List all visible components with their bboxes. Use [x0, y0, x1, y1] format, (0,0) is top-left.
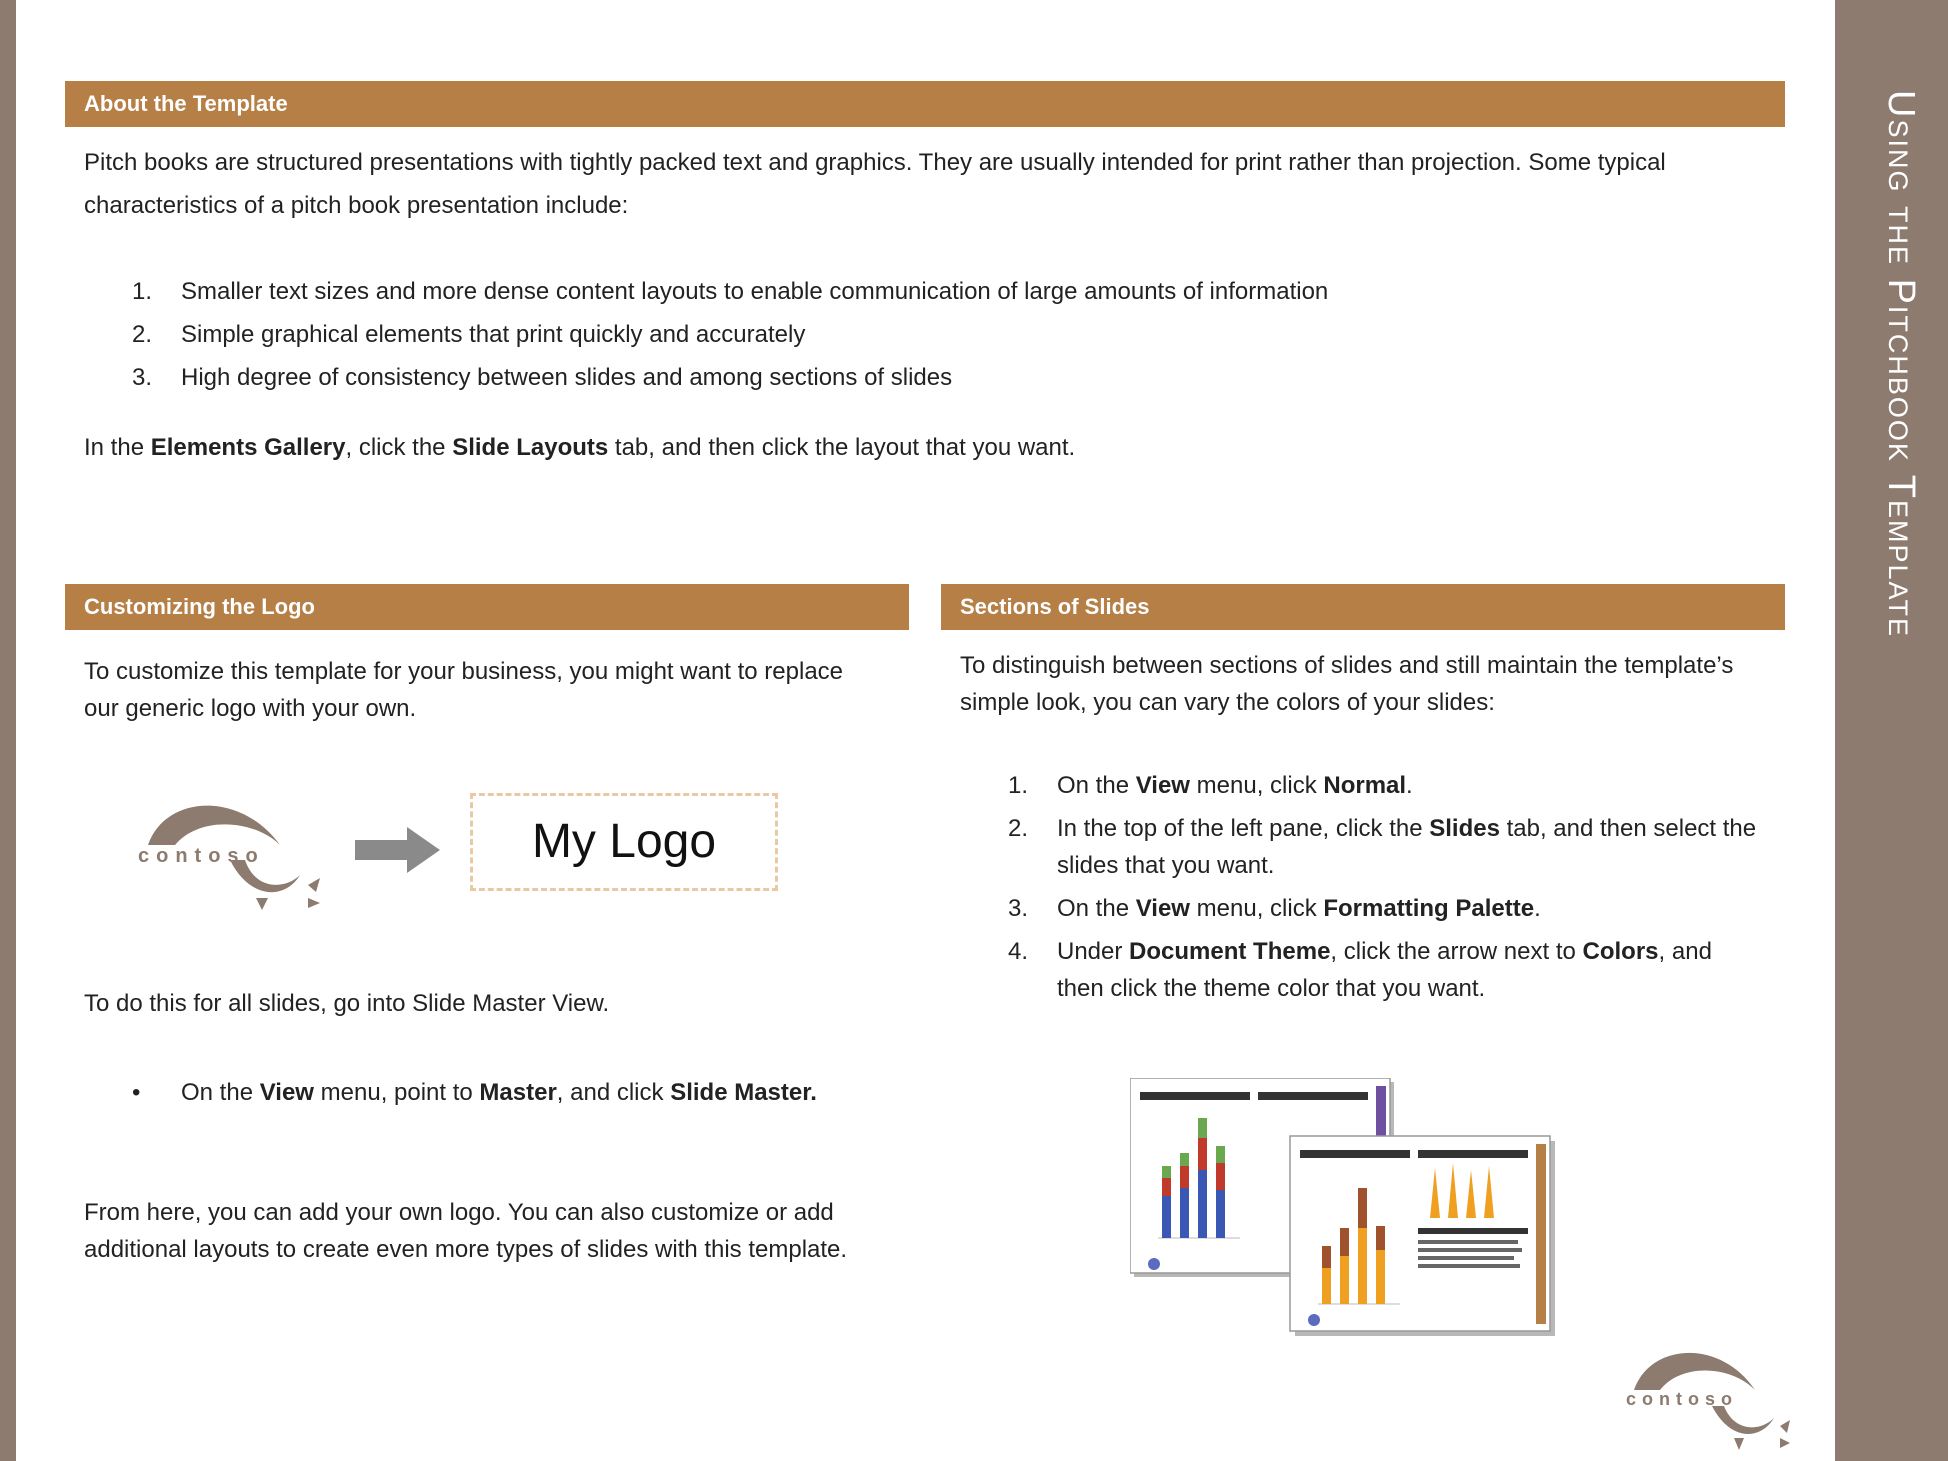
footer-logo-text: contoso	[1626, 1389, 1738, 1409]
list-item	[132, 273, 1732, 310]
logo-section-header: Customizing the Logo	[65, 584, 909, 630]
list-text: Simple graphical elements that print quickly and accurately	[181, 321, 806, 348]
about-list	[132, 273, 1732, 396]
sections-header: Sections of Slides	[941, 584, 1785, 630]
sections-intro: To distinguish between sections of slides and still maintain the template’s simple look, you can vary the colors of your slides:	[960, 652, 1734, 716]
list-item	[132, 359, 1732, 396]
sections-steps	[1008, 767, 1758, 1007]
step-item: 1. On the View menu, click Normal.	[1008, 772, 1413, 799]
step-item: 3. On the View menu, click Formatting Palette.	[1008, 895, 1541, 922]
contoso-logo-text: contoso	[138, 845, 265, 867]
about-intro: Pitch books are structured presentations with tightly packed text and graphics. They are usually intended for print rather than projection. Some typical characteristics of a pitch book presentation include:	[84, 149, 1666, 219]
step-item: 4. Under Document Theme, click the arrow next to Colors, and then click the theme color that you want.	[1008, 938, 1712, 1002]
list-number: 1.	[132, 278, 153, 305]
step-item: 2. In the top of the left pane, click the Slides tab, and then select the slides that you want.	[1008, 815, 1757, 879]
logo-intro: To customize this template for your business, you might want to replace our generic logo with your own.	[84, 658, 844, 722]
footer-contoso-logo	[1620, 1338, 1790, 1456]
list-text: Smaller text sizes and more dense content layouts to enable communication of large amounts of information	[181, 278, 1329, 305]
left-border-strip	[0, 0, 16, 1461]
slide-thumbnail-orange	[1290, 1136, 1555, 1336]
gallery-instruction: In the Elements Gallery, click the Slide Layouts tab, and then click the layout that you want.	[84, 434, 1076, 461]
list-number: 3.	[132, 364, 153, 391]
list-text: High degree of consistency between slides and among sections of slides	[181, 364, 953, 391]
list-number: 2.	[132, 321, 153, 348]
contoso-logo	[130, 790, 320, 915]
bullet-item: • On the View menu, point to Master, and click Slide Master.	[132, 1074, 832, 1111]
master-view-text: To do this for all slides, go into Slide Master View.	[84, 990, 610, 1017]
arrow-right-icon	[355, 827, 440, 873]
bullet-mark: •	[132, 1079, 141, 1106]
side-title: Using the Pitchbook Template	[1880, 90, 1922, 639]
logo-outro: From here, you can add your own logo. You can also customize or add additional layouts to create even more types of slides with this template.	[84, 1199, 848, 1263]
slide-thumbnails-illustration	[1130, 1078, 1556, 1340]
list-item	[132, 316, 1732, 353]
about-header: About the Template	[65, 81, 1785, 127]
my-logo-placeholder: My Logo	[470, 793, 778, 891]
